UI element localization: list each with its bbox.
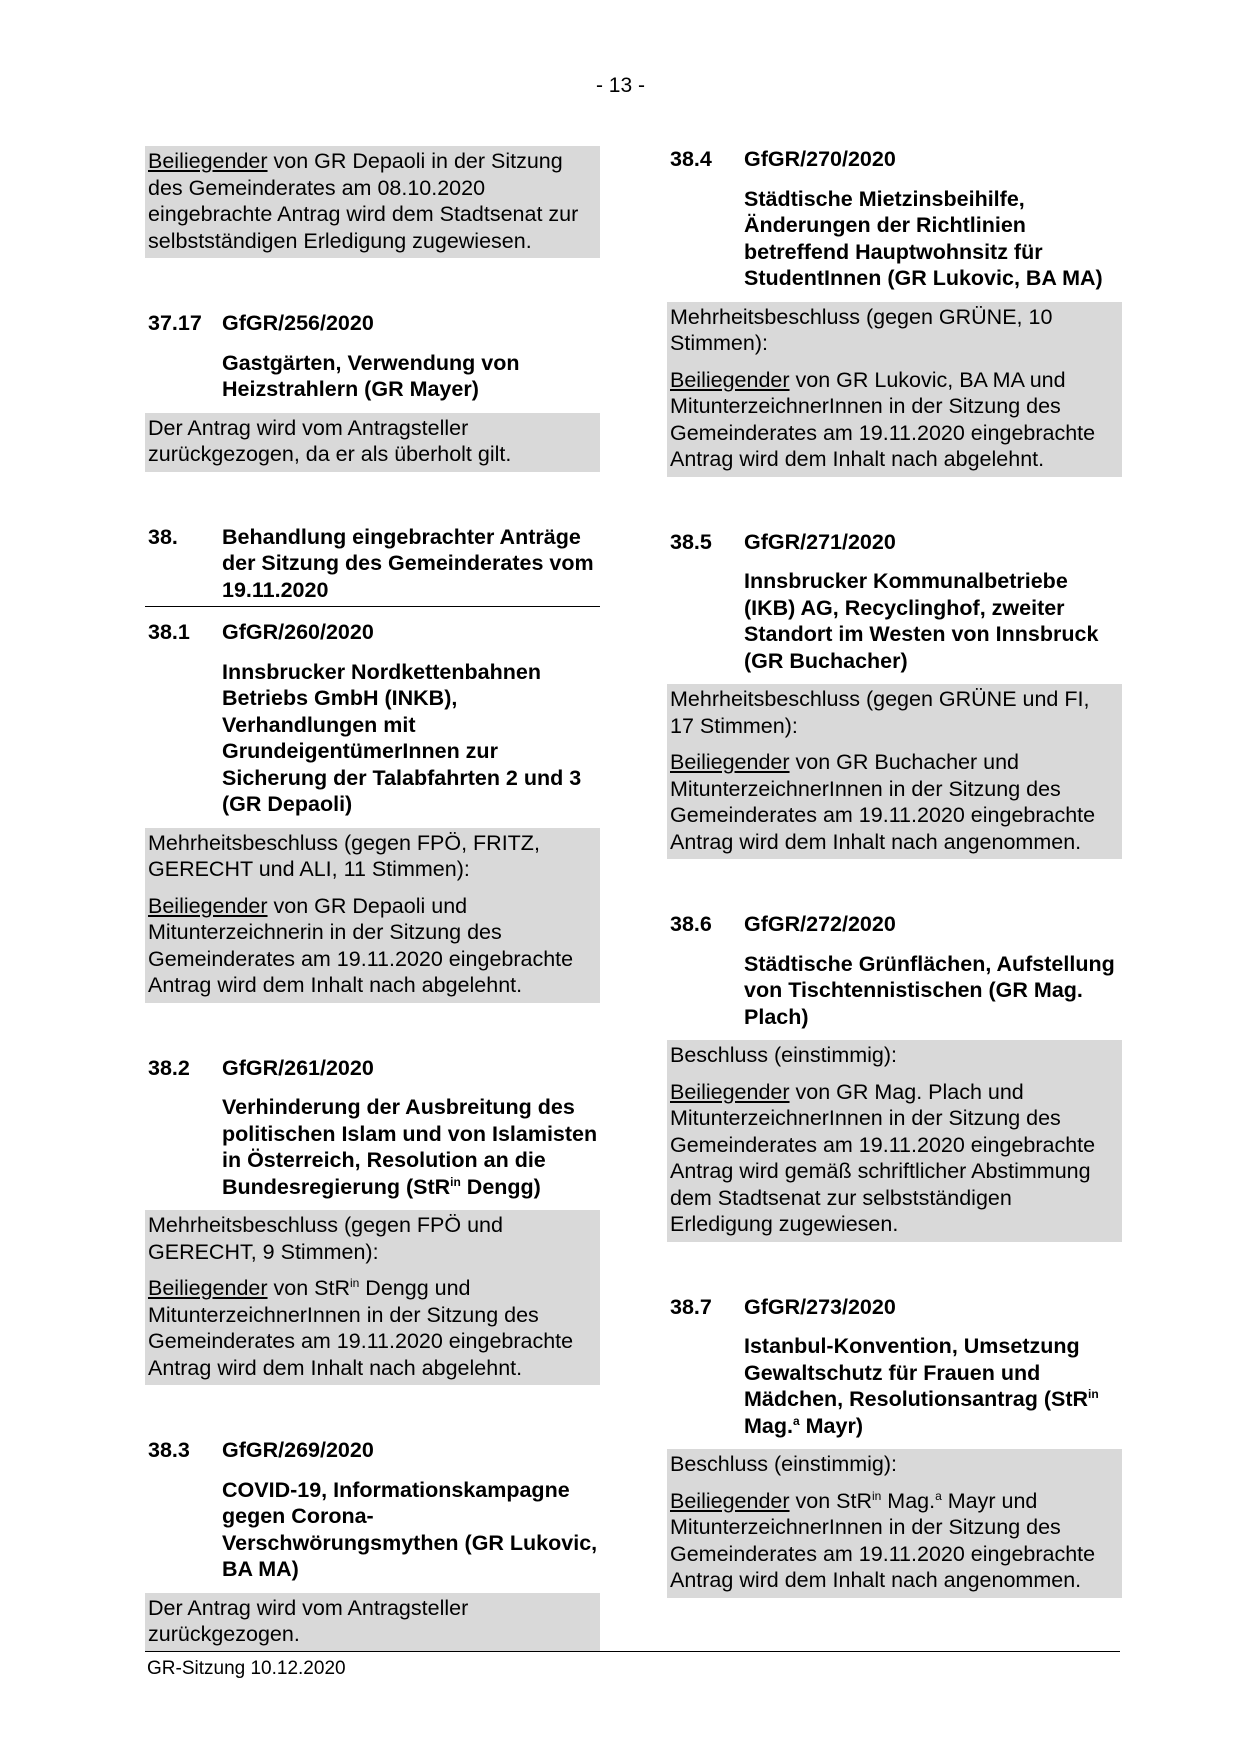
decision-text: Beiliegender von GR Depaoli und Mitunterzeichnerin in der Sitzung des Gemeinderates am 19.11.2020 eingebrachte Antrag wird dem Inhalt nach abgelehnt.	[148, 893, 574, 997]
attachment-link[interactable]: Beiliegender	[148, 1276, 268, 1300]
item-number: 38.1	[148, 620, 190, 644]
page-number: - 13 -	[595, 74, 645, 97]
item-code: GfGR/269/2020	[222, 1438, 374, 1462]
item-title: Istanbul-Konvention, Umsetzung Gewaltschutz für Frauen und Mädchen, Resolutionsantrag (StR$^{in}$ Mag.$^a$ Mayr)	[744, 1334, 1099, 1438]
section-number: 38.	[148, 524, 178, 549]
item-number: 38.6	[670, 912, 712, 936]
vote-result: Beschluss (einstimmig):	[670, 1452, 897, 1476]
item-title: Innsbrucker Kommunalbetriebe (IKB) AG, Recyclinghof, zweiter Standort im Westen von Innsbruck (GR Buchacher)	[744, 569, 1099, 673]
footer: GR-Sitzung 10.12.2020	[147, 1658, 346, 1679]
attachment-link[interactable]: Beiliegender	[670, 1488, 790, 1513]
decision-block	[667, 684, 1122, 859]
agenda-item-38-1	[145, 619, 600, 1003]
vote-result: Mehrheitsbeschluss (gegen GRÜNE, 10 Stimmen):	[670, 304, 1053, 355]
decision-text: Beiliegender von GR Mag. Plach und MitunterzeichnerInnen in der Sitzung des Gemeinderates am 19.11.2020 eingebrachte Antrag wird gemäß schriftlicher Abstimmung dem Stadtsenat zur selbstständigen Erledigung zugewiesen.	[670, 1079, 1096, 1236]
item-title: Städtische Mietzinsbeihilfe, Änderungen der Richtlinien betreffend Hauptwohnsitz für StudentInnen (GR Lukovic, BA MA)	[744, 186, 1103, 290]
decision-text: Beiliegender von GR Lukovic, BA MA und MitunterzeichnerInnen in der Sitzung des Gemeinderates am 19.11.2020 eingebrachte Antrag wird dem Inhalt nach abgelehnt.	[670, 367, 1096, 471]
item-code: GfGR/270/2020	[744, 147, 896, 171]
attachment-link[interactable]: Beiliegender	[670, 367, 790, 392]
item-number: 38.3	[148, 1438, 190, 1462]
attachment-link[interactable]: Beiliegender	[148, 149, 268, 173]
decision-block	[667, 1449, 1122, 1598]
item-title: Verhinderung der Ausbreitung des politischen Islam und von Islamisten in Österreich, Resolution an die Bundesregierung (StR$^{in}$ Dengg)	[222, 1095, 598, 1199]
decision-text: Beiliegender von GR Buchacher und MitunterzeichnerInnen in der Sitzung des Gemeinderates am 19.11.2020 eingebrachte Antrag wird dem Inhalt nach angenommen.	[670, 750, 1096, 854]
vote-result: Mehrheitsbeschluss (gegen GRÜNE und FI, 17 Stimmen):	[670, 687, 1090, 738]
right-column	[667, 146, 1122, 1598]
agenda-item-38-2	[145, 1055, 600, 1386]
item-code: GfGR/271/2020	[744, 529, 896, 554]
decision-block	[145, 1210, 600, 1385]
decision-block	[667, 1040, 1122, 1242]
item-code: GfGR/261/2020	[222, 1055, 374, 1080]
decision-text: Beiliegender von StR$^{in}$ Mag.$^a$ Mayr und MitunterzeichnerInnen in der Sitzung des Gemeinderates am 19.11.2020 eingebrachte Antrag wird dem Inhalt nach angenommen.	[670, 1488, 1096, 1592]
decision-text: Der Antrag wird vom Antragsteller zurückgezogen.	[148, 1595, 469, 1646]
item-code: GfGR/256/2020	[222, 311, 374, 335]
attachment-link[interactable]: Beiliegender	[148, 893, 268, 918]
decision-text: Der Antrag wird vom Antragsteller zurückgezogen, da er als überholt gilt.	[148, 415, 512, 466]
vote-result: Beschluss (einstimmig):	[670, 1043, 897, 1067]
attachment-link[interactable]: Beiliegender	[670, 1079, 790, 1104]
footer-divider	[145, 1651, 1120, 1652]
item-title: Innsbrucker Nordkettenbahnen Betriebs GmbH (INKB), Verhandlungen mit GrundeigentümerInnen zur Sicherung der Talabfahrten 2 und 3 (GR Depaoli)	[222, 659, 582, 816]
item-number: 37.17	[148, 311, 202, 335]
agenda-item-38-3	[145, 1437, 600, 1652]
decision-block	[667, 302, 1122, 477]
item-code: GfGR/272/2020	[744, 912, 896, 936]
item-number: 38.5	[670, 529, 712, 554]
vote-result: Mehrheitsbeschluss (gegen FPÖ und GERECHT, 9 Stimmen):	[148, 1213, 503, 1264]
item-number: 38.4	[670, 147, 712, 171]
decision-block	[145, 146, 600, 258]
item-title: Städtische Grünflächen, Aufstellung von Tischtennistischen (GR Mag. Plach)	[744, 951, 1115, 1029]
item-number: 38.2	[148, 1055, 190, 1080]
agenda-item-38-4	[667, 146, 1122, 477]
decision-block	[145, 413, 600, 472]
item-title: Gastgärten, Verwendung von Heizstrahlern (GR Mayer)	[222, 350, 520, 401]
item-title: COVID-19, Informationskampagne gegen Corona-Verschwörungsmythen (GR Lukovic, BA MA)	[222, 1477, 598, 1581]
item-code: GfGR/260/2020	[222, 620, 374, 644]
item-number: 38.7	[670, 1294, 712, 1319]
attachment-link[interactable]: Beiliegender	[670, 750, 790, 774]
agenda-item-37-17	[145, 310, 600, 472]
agenda-item-38-7	[667, 1294, 1122, 1598]
decision-text: Beiliegender von GR Depaoli in der Sitzung des Gemeinderates am 08.10.2020 eingebrachte Antrag wird dem Stadtsenat zur selbstständigen Erledigung zugewiesen.	[148, 149, 579, 253]
vote-result: Mehrheitsbeschluss (gegen FPÖ, FRITZ, GERECHT und ALI, 11 Stimmen):	[148, 830, 540, 881]
left-column	[145, 146, 600, 1652]
decision-block	[145, 828, 600, 1003]
agenda-item-38-6	[667, 911, 1122, 1242]
section-title: Behandlung eingebrachter Anträge der Sitzung des Gemeinderates vom 19.11.2020	[222, 524, 594, 602]
agenda-item-38-5	[667, 529, 1122, 860]
decision-text: Beiliegender von StR$^{in}$ Dengg und MitunterzeichnerInnen in der Sitzung des Gemeinderates am 19.11.2020 eingebrachte Antrag wird dem Inhalt nach abgelehnt.	[148, 1275, 574, 1380]
section-heading-38	[145, 524, 600, 608]
item-code: GfGR/273/2020	[744, 1294, 896, 1319]
decision-block	[145, 1593, 600, 1652]
